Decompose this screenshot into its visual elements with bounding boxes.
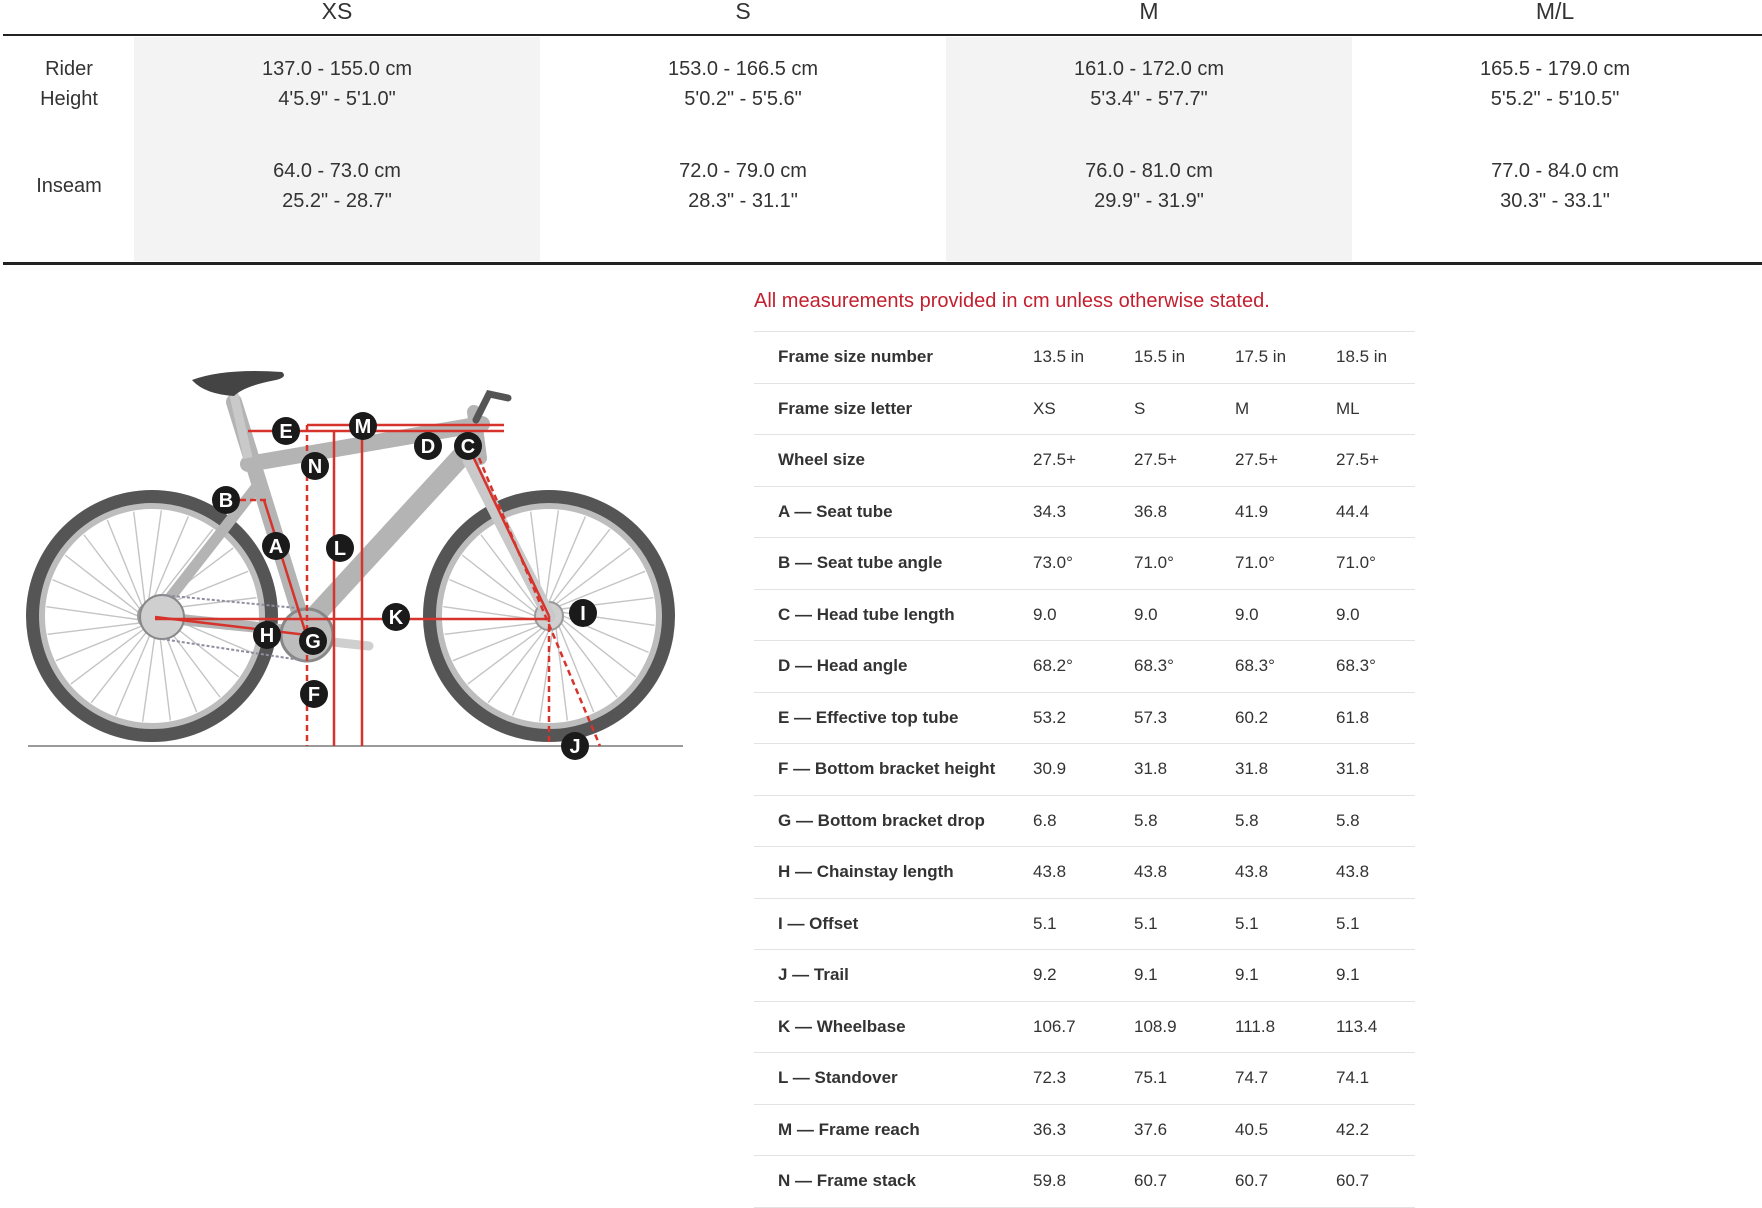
geometry-row: [754, 1002, 1415, 1054]
geometry-value: 75.1: [1134, 1068, 1168, 1087]
geometry-value: 31.8: [1336, 759, 1370, 778]
geometry-label: H — Chainstay length: [778, 862, 954, 881]
geometry-value: 71.0°: [1134, 553, 1174, 572]
size-header-xs: XS: [321, 0, 353, 24]
geometry-label: Wheel size: [778, 450, 865, 469]
geometry-value: 5.1: [1336, 913, 1360, 933]
geometry-value: 15.5 in: [1134, 347, 1186, 366]
value-cm: 76.0 - 81.0 cm: [1085, 160, 1213, 182]
marker-label: L: [333, 538, 347, 560]
geometry-value: 68.3°: [1235, 656, 1275, 675]
geometry-value: 74.1: [1336, 1068, 1370, 1087]
geometry-value: 5.1: [1134, 913, 1158, 933]
geometry-row: [754, 950, 1415, 1002]
geometry-value: 59.8: [1033, 1171, 1067, 1190]
geometry-label: Frame size number: [778, 347, 933, 366]
size-header-ml: M/L: [1535, 0, 1575, 24]
geometry-value: 37.6: [1134, 1119, 1168, 1139]
geometry-value: 61.8: [1336, 707, 1370, 727]
geometry-value: 111.8: [1235, 1016, 1276, 1036]
marker-label: I: [580, 603, 586, 625]
geometry-value: 9.1: [1336, 965, 1360, 984]
geometry-row: [754, 847, 1415, 899]
geometry-row: [754, 590, 1415, 642]
geometry-row: [754, 1156, 1415, 1208]
size-header-s: S: [735, 0, 751, 24]
geometry-value: 113.4: [1336, 1016, 1378, 1036]
geometry-label: L — Standover: [778, 1068, 898, 1087]
geometry-value: 72.3: [1033, 1068, 1067, 1087]
marker-label: B: [218, 490, 234, 512]
value-imperial: 29.9" - 31.9": [1094, 190, 1204, 212]
inseam-ml: [1352, 156, 1758, 216]
value-cm: 77.0 - 84.0 cm: [1491, 160, 1619, 182]
marker-label: K: [388, 607, 404, 629]
marker-h: [253, 621, 281, 649]
rider-size-table: [0, 0, 1762, 266]
geometry-value: 60.7: [1336, 1171, 1370, 1190]
geometry-label: C — Head tube length: [778, 604, 955, 624]
geometry-label: D — Head angle: [778, 656, 908, 675]
geometry-value: 9.0: [1134, 604, 1158, 624]
geometry-row: [754, 899, 1415, 951]
geometry-value: 68.2°: [1033, 656, 1073, 675]
geometry-value: 43.8: [1134, 862, 1168, 881]
marker-g: [299, 627, 327, 655]
value-cm: 165.5 - 179.0 cm: [1479, 58, 1631, 80]
geometry-value: 74.7: [1235, 1068, 1269, 1087]
geometry-value: 43.8: [1033, 862, 1067, 881]
geometry-value: 5.8: [1336, 810, 1360, 830]
marker-i: [569, 599, 597, 627]
geometry-value: 9.0: [1033, 604, 1057, 624]
geometry-value: 60.7: [1134, 1171, 1168, 1190]
geometry-value: M: [1235, 398, 1250, 418]
row-label-line: Inseam: [36, 175, 102, 197]
geometry-value: 6.8: [1033, 810, 1057, 830]
rider-height-ml: [1352, 54, 1758, 114]
geometry-value: 60.2: [1235, 707, 1269, 727]
geometry-value: 13.5 in: [1033, 347, 1085, 366]
geometry-value: 36.8: [1134, 501, 1168, 521]
geometry-label: Frame size letter: [778, 398, 913, 418]
geometry-label: G — Bottom bracket drop: [778, 810, 985, 830]
geometry-row: [754, 744, 1415, 796]
rider-height-m: [946, 54, 1352, 114]
geometry-value: 17.5 in: [1235, 347, 1287, 366]
geometry-value: 9.0: [1336, 604, 1360, 624]
marker-j: [561, 732, 589, 760]
geometry-value: 44.4: [1336, 501, 1370, 521]
geometry-label: F — Bottom bracket height: [778, 759, 996, 778]
marker-b: [212, 486, 240, 514]
header-rule: [3, 34, 1762, 36]
geometry-row: [754, 1105, 1415, 1157]
geometry-value: 108.9: [1134, 1016, 1177, 1036]
marker-label: N: [307, 456, 323, 478]
geometry-value: 30.9: [1033, 759, 1067, 778]
value-imperial: 4'5.9" - 5'1.0": [278, 88, 396, 110]
geometry-label: A — Seat tube: [778, 501, 893, 521]
geometry-row: [754, 332, 1415, 384]
marker-f: [300, 680, 328, 708]
geometry-row: [754, 693, 1415, 745]
value-cm: 64.0 - 73.0 cm: [273, 160, 401, 182]
geometry-row: [754, 796, 1415, 848]
geometry-value: 36.3: [1033, 1119, 1067, 1139]
geometry-value: 57.3: [1134, 707, 1168, 727]
value-cm: 153.0 - 166.5 cm: [667, 58, 819, 80]
geometry-value: 106.7: [1033, 1016, 1076, 1036]
value-cm: 72.0 - 79.0 cm: [679, 160, 807, 182]
marker-a: [262, 532, 290, 560]
geometry-row: [754, 384, 1415, 436]
marker-label: D: [420, 436, 436, 458]
row-label-line: Height: [40, 88, 98, 110]
geometry-value: 53.2: [1033, 707, 1067, 727]
marker-n: [301, 452, 329, 480]
value-imperial: 5'3.4" - 5'7.7": [1090, 88, 1208, 110]
geometry-value: 34.3: [1033, 501, 1067, 521]
geometry-value: 9.1: [1235, 965, 1259, 984]
value-imperial: 28.3" - 31.1": [688, 190, 798, 212]
measurement-note: All measurements provided in cm unless otherwise stated.: [754, 290, 1270, 312]
geometry-value: 18.5 in: [1336, 347, 1388, 366]
marker-label: E: [279, 421, 293, 443]
geometry-value: 27.5+: [1134, 450, 1178, 469]
row-label-inseam: [3, 171, 135, 201]
geometry-row: [754, 1053, 1415, 1105]
geometry-value: 5.1: [1033, 913, 1057, 933]
geometry-value: 5.8: [1134, 810, 1158, 830]
geometry-value: 68.3°: [1336, 656, 1376, 675]
geometry-value: 71.0°: [1336, 553, 1376, 572]
geometry-value: 9.1: [1134, 965, 1158, 984]
geometry-row: [754, 538, 1415, 590]
marker-l: [326, 534, 354, 562]
geometry-value: 31.8: [1235, 759, 1269, 778]
geometry-value: 27.5+: [1336, 450, 1380, 469]
geometry-value: 42.2: [1336, 1119, 1370, 1139]
value-cm: 137.0 - 155.0 cm: [261, 58, 413, 80]
marker-label: J: [569, 736, 581, 758]
geometry-label: B — Seat tube angle: [778, 553, 943, 572]
geometry-value: 40.5: [1235, 1119, 1269, 1139]
geometry-value: 5.8: [1235, 810, 1259, 830]
marker-m: [349, 412, 377, 440]
geometry-value: 60.7: [1235, 1171, 1269, 1190]
geometry-value: 27.5+: [1033, 450, 1077, 469]
marker-c: [454, 432, 482, 460]
geometry-value: 71.0°: [1235, 553, 1275, 572]
saddle: [192, 371, 284, 396]
geometry-label: E — Effective top tube: [778, 707, 959, 727]
value-imperial: 5'5.2" - 5'10.5": [1490, 88, 1620, 110]
table-bottom-rule: [3, 262, 1762, 265]
row-label-rider-height: [3, 54, 135, 114]
geometry-value: S: [1134, 398, 1146, 418]
geometry-label: K — Wheelbase: [778, 1016, 906, 1036]
geometry-value: 27.5+: [1235, 450, 1279, 469]
geometry-label: I — Offset: [778, 913, 859, 933]
marker-label: F: [307, 684, 321, 706]
geometry-label: N — Frame stack: [778, 1171, 916, 1190]
marker-d: [414, 432, 442, 460]
geometry-value: 68.3°: [1134, 656, 1174, 675]
geometry-value: 43.8: [1235, 862, 1269, 881]
geometry-table: [754, 331, 1415, 1208]
bike-geometry-diagram: [24, 368, 689, 770]
marker-label: C: [460, 436, 476, 458]
value-imperial: 25.2" - 28.7": [282, 190, 392, 212]
marker-label: M: [354, 416, 372, 438]
value-imperial: 5'0.2" - 5'5.6": [684, 88, 802, 110]
size-header-m: M: [1139, 0, 1159, 24]
geometry-value: XS: [1033, 398, 1056, 418]
marker-e: [272, 417, 300, 445]
rider-height-s: [540, 54, 946, 114]
geometry-value: ML: [1336, 398, 1360, 418]
value-cm: 161.0 - 172.0 cm: [1073, 58, 1225, 80]
marker-k: [382, 603, 410, 631]
rider-height-xs: [134, 54, 540, 114]
geometry-label: J — Trail: [778, 965, 849, 984]
inseam-s: [540, 156, 946, 216]
geometry-value: 5.1: [1235, 913, 1259, 933]
marker-label: H: [259, 625, 275, 647]
geometry-row: [754, 487, 1415, 539]
marker-label: A: [268, 536, 284, 558]
geometry-value: 9.0: [1235, 604, 1259, 624]
marker-label: G: [305, 631, 321, 653]
geometry-value: 41.9: [1235, 501, 1269, 521]
geometry-value: 43.8: [1336, 862, 1370, 881]
handlebar: [476, 394, 508, 420]
geometry-value: 31.8: [1134, 759, 1168, 778]
row-label-line: Rider: [45, 58, 93, 80]
geometry-row: [754, 435, 1415, 487]
geometry-label: M — Frame reach: [778, 1119, 920, 1139]
geometry-row: [754, 641, 1415, 693]
inseam-xs: [134, 156, 540, 216]
geometry-value: 73.0°: [1033, 553, 1073, 572]
value-imperial: 30.3" - 33.1": [1500, 190, 1610, 212]
inseam-m: [946, 156, 1352, 216]
geometry-value: 9.2: [1033, 965, 1057, 984]
